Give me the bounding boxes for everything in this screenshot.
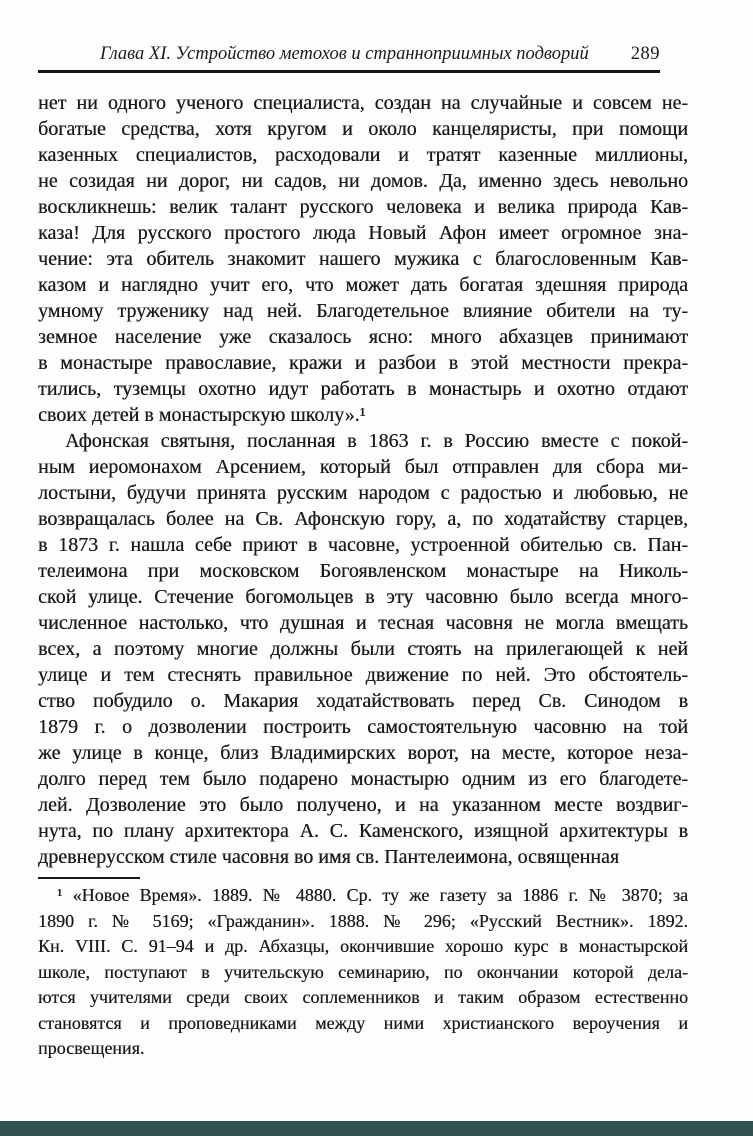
text-line: долго перед тем было подарено монастырю одним из его благодете- [38, 768, 688, 790]
page-number: 289 [630, 44, 660, 64]
paragraph [38, 428, 688, 870]
text-line: чение: эта обитель знакомит нашего мужика с благословенным Кав- [38, 248, 688, 270]
text-line: казенных специалистов, расходовали и тратят казенные миллионы, [38, 144, 688, 166]
text-line: ются учителями среди своих соплеменников и таким образом естественно [38, 987, 688, 1007]
text-line: земное население уже сказалось ясно: много абхазцев принимают [38, 326, 688, 348]
text-line: лей. Дозволение это было получено, и на указанном месте воздвиг- [38, 794, 688, 816]
text-line: лостыни, будучи принята русским народом с радостью и любовью, не [38, 482, 688, 504]
text-line: ¹ «Новое Время». 1889. № 4880. Ср. ту же газету за 1886 г. № 3870; за [57, 885, 688, 905]
text-line: древнерусском стиле часовня во имя св. Пантелеимона, освященная [38, 846, 620, 868]
text-line: 1890 г. № 5169; «Гражданин». 1888. № 296; «Русский Вестник». 1892. [38, 910, 688, 931]
text-line: нута, по плану архитектора А. С. Каменского, изящной архитектуры в [38, 820, 688, 842]
text-line: возвращалась более на Св. Афонскую гору, а, по ходатайству старцев, [38, 508, 688, 530]
text-line: становятся и проповедниками между ними христианского вероучения и [38, 1012, 688, 1033]
paragraph [38, 90, 688, 428]
text-line: казом и наглядно учит его, что может дать богатая здешняя природа [38, 274, 688, 296]
text-line: умному труженику над ней. Благодетельное влияние обители на ту- [38, 300, 688, 322]
text-line: улице и тем стеснять правильное движение по ней. Это обстоятель- [38, 664, 688, 686]
text-line: телеимона при московском Богоявленском монастыре на Николь- [38, 560, 688, 582]
text-line: не созидая ни дорог, ни садов, ни домов. Да, именно здесь невольно [38, 170, 688, 192]
text-line: 1879 г. о дозволении построить самостоятельную часовню на той [38, 716, 688, 738]
text-line: Кн. VIII. С. 91–94 и др. Абхазцы, окончившие хорошо курс в монастырской [38, 936, 688, 956]
text-line: каза! Для русского простого люда Новый Афон имеет огромное зна- [38, 222, 688, 244]
scan-edge-artifact [0, 1121, 753, 1136]
header-rule [38, 70, 660, 73]
text-line: численное настолько, что душная и тесная часовня не могла вмещать [38, 612, 688, 634]
text-line: тились, туземцы охотно идут работать в монастырь и охотно отдают [38, 378, 688, 400]
text-line: же улице в конце, близ Владимирских ворот, на месте, которое неза- [38, 742, 688, 764]
footnote-text [38, 883, 688, 1062]
body-text [38, 90, 688, 870]
text-line: Афонская святыня, посланная в 1863 г. в Россию вместе с покой- [65, 430, 688, 452]
text-line: воскликнешь: велик талант русского человека и велика природа Кав- [38, 196, 688, 218]
text-line: просвещения. [38, 1038, 145, 1058]
text-line: своих детей в монастырскую школу».¹ [38, 404, 366, 426]
text-line: ской улице. Стечение богомольцев в эту часовню было всегда много- [38, 586, 688, 608]
text-line: школе, поступают в учительскую семинарию, по окончании которой дела- [38, 961, 688, 982]
text-line: богатые средства, хотя кругом и около канцеляристы, при помощи [38, 118, 688, 140]
text-line: в монастыре православие, кражи и разбои в этой местности прекра- [38, 352, 688, 374]
text-line: всех, а поэтому многие должны были стоять на прилегающей к ней [38, 638, 688, 660]
running-header [38, 42, 660, 66]
text-line: в 1873 г. нашла себе приют в часовне, устроенной обителью св. Пан- [38, 534, 688, 556]
paragraph [38, 883, 688, 1062]
footnote-separator [38, 877, 140, 879]
text-line: ство побудило о. Макария ходатайствовать перед Св. Синодом в [38, 690, 688, 712]
text-line: ным иеромонахом Арсением, который был отправлен для сбора ми- [38, 456, 688, 478]
text-line: нет ни одного ученого специалиста, создан на случайные и совсем не- [38, 92, 688, 114]
running-header-title: Глава XI. Устройство метохов и странноприимных подворий [100, 44, 589, 64]
